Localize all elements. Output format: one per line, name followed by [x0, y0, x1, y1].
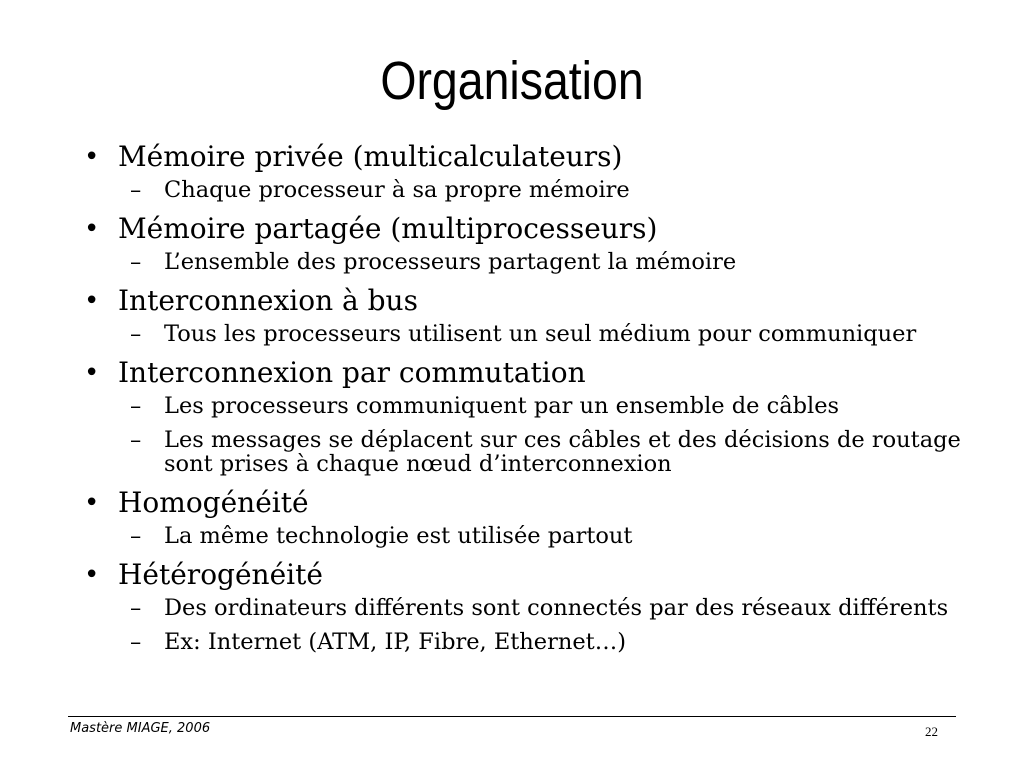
bullet-item: [84, 356, 964, 390]
slide-content: [84, 140, 964, 664]
bullet-item: [84, 212, 964, 246]
sub-item: [84, 322, 964, 346]
sub-text: Des ordinateurs différents sont connectés par des réseaux différents: [164, 595, 949, 621]
bullet-text: Interconnexion par commutation: [118, 356, 586, 389]
sub-text: Les processeurs communiquent par un ensemble de câbles: [164, 393, 840, 419]
sub-text: L’ensemble des processeurs partagent la mémoire: [164, 249, 737, 275]
bullet-marker: •: [84, 560, 100, 590]
sub-text: Les messages se déplacent sur ces câbles et des décisions de routage sont prises à chaque nœud d’interconnexion: [164, 427, 961, 477]
bullet-text: Hétérogénéité: [118, 558, 323, 591]
slide-title: Organisation: [380, 51, 644, 111]
dash-marker: –: [130, 321, 142, 347]
sub-item: [84, 630, 964, 654]
sub-text: La même technologie est utilisée partout: [164, 523, 633, 549]
dash-marker: –: [130, 249, 142, 275]
dash-marker: –: [130, 177, 142, 203]
sub-item: [84, 250, 964, 274]
bullet-marker: •: [84, 142, 100, 172]
bullet-marker: •: [84, 214, 100, 244]
bullet-item: [84, 558, 964, 592]
dash-marker: –: [130, 629, 142, 655]
bullet-item: [84, 486, 964, 520]
bullet-text: Mémoire partagée (multiprocesseurs): [118, 212, 658, 245]
footer-divider: [68, 716, 956, 717]
bullet-text: Interconnexion à bus: [118, 284, 418, 317]
dash-marker: –: [130, 427, 142, 453]
dash-marker: –: [130, 595, 142, 621]
page-number: 22: [925, 724, 938, 739]
bullet-marker: •: [84, 286, 100, 316]
bullet-text: Mémoire privée (multicalculateurs): [118, 140, 623, 173]
sub-text: Tous les processeurs utilisent un seul médium pour communiquer: [164, 321, 917, 347]
footer-caption: Mastère MIAGE, 2006: [70, 721, 211, 736]
bullet-item: [84, 140, 964, 174]
bullet-item: [84, 284, 964, 318]
sub-item: [84, 394, 964, 418]
sub-text: Ex: Internet (ATM, IP, Fibre, Ethernet…): [164, 629, 626, 655]
bullet-text: Homogénéité: [118, 486, 309, 519]
bullet-marker: •: [84, 358, 100, 388]
dash-marker: –: [130, 393, 142, 419]
sub-item: [84, 178, 964, 202]
dash-marker: –: [130, 523, 142, 549]
sub-item: [84, 428, 964, 476]
sub-item: [84, 596, 964, 620]
sub-item: [84, 524, 964, 548]
bullet-marker: •: [84, 488, 100, 518]
sub-text: Chaque processeur à sa propre mémoire: [164, 177, 630, 203]
